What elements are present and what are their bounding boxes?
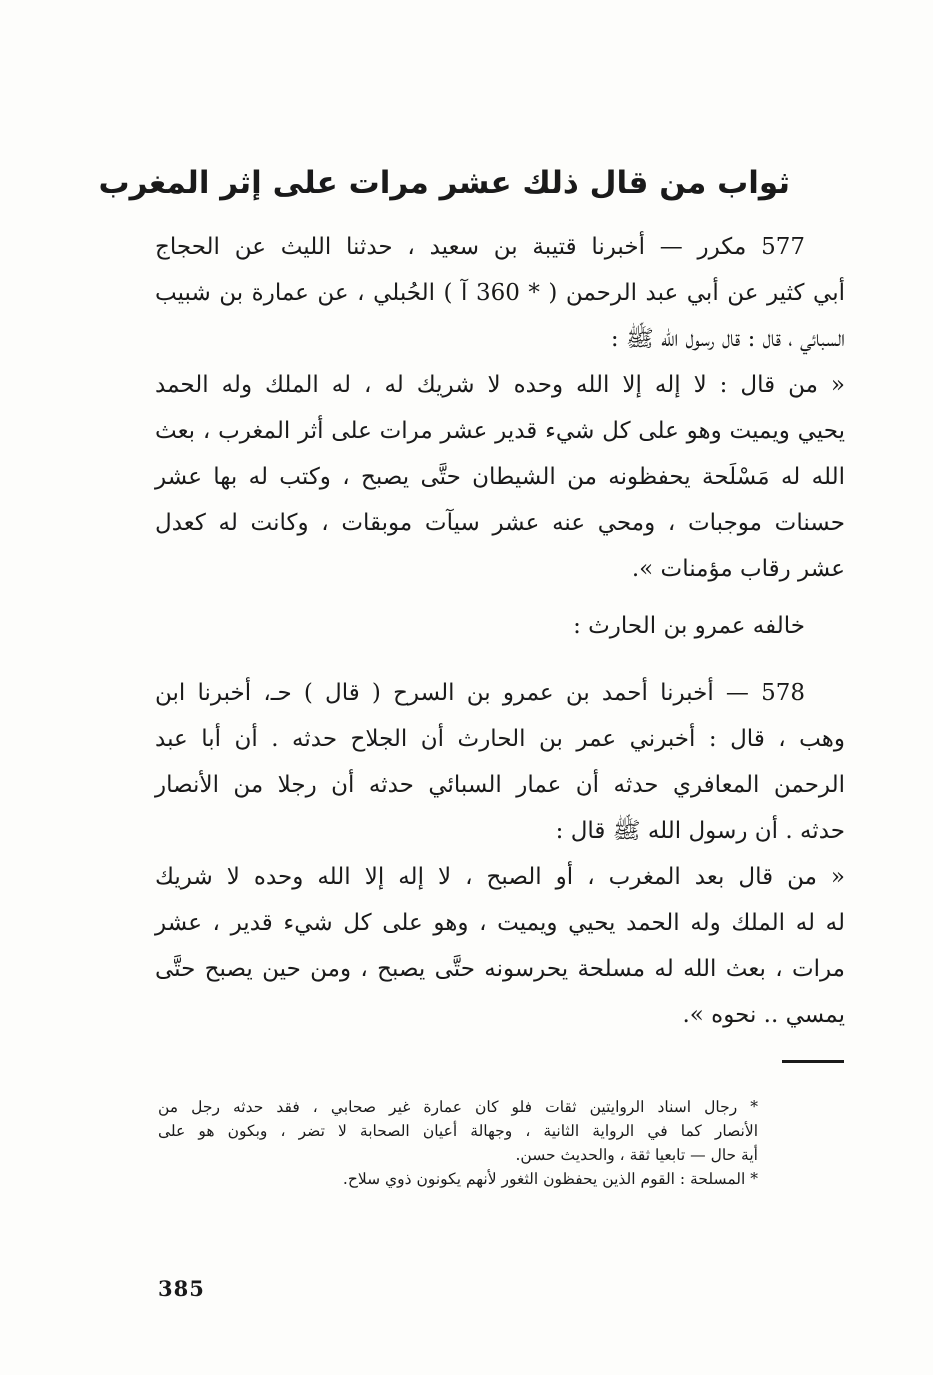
text-line: حدثه . أن رسول الله ﷺ قال :: [555, 818, 845, 844]
text-line: « من قال بعد المغرب ، أو الصبح ، لا إله إلا الله وحده لا شريك: [155, 864, 845, 890]
page-number: 385: [158, 1276, 205, 1301]
footnote-line: أية حال — تابعيا ثقة ، والحديث حسن.: [515, 1146, 758, 1164]
text-line: خالفه عمرو بن الحارث :: [573, 613, 805, 639]
hadith-578: [155, 670, 845, 1038]
chapter-title: ثواب من قال ذلك عشر مرات على إثر المغرب: [98, 165, 790, 201]
text-line: « من قال : لا إله إلا الله وحده لا شريك له ، له الملك وله الحمد: [155, 372, 845, 398]
text-line: الرحمن المعافري حدثه أن عمار السبائي حدثه أن رجلا من الأنصار: [155, 772, 845, 798]
text-line: له له الملك وله الحمد يحيي ويميت ، وهو على كل شيء قدير ، عشر: [155, 910, 845, 936]
text-line: وهب ، قال : أخبرني عمر بن الحارث أن الجلاح حدثه . أن أبا عبد: [155, 726, 845, 752]
footnote-line: * المسلحة : القوم الذين يحفظون الثغور لأنهم يكونون ذوي سلاح.: [342, 1170, 758, 1188]
text-line: حسنات موجبات ، ومحي عنه عشر سيآت موبقات ، وكانت له كعدل: [155, 510, 845, 536]
footnotes: [158, 1095, 758, 1191]
text-line: مرات ، بعث الله له مسلحة يحرسونه حتَّى يصبح ، ومن حين يصبح حتَّى: [155, 956, 845, 982]
text-line: يمسي .. نحوه ».: [682, 1002, 845, 1028]
text-line: 578 — أخبرنا أحمد بن عمرو بن السرح ( قال ) حـ، أخبرنا ابن: [155, 680, 805, 706]
text-line: الله له مَسْلَحة يحفظونه من الشيطان حتَّى يصبح ، وكتب له بها عشر: [155, 464, 845, 490]
text-line: 577 مكرر — أخبرنا قتيبة بن سعيد ، حدثنا الليث عن الحجاج: [155, 234, 805, 260]
footnote-divider: [782, 1060, 844, 1063]
footnote-line: * رجال اسناد الروايتين ثقات فلو كان عمارة غير صحابي ، فقد حدثه رجل من: [158, 1098, 758, 1116]
hadith-577: [155, 224, 845, 592]
variant-note: [155, 603, 845, 649]
text-line: السبائي ، قال : قال رسول الله ﷺ :: [610, 326, 845, 352]
text-line: عشر رقاب مؤمنات ».: [631, 556, 845, 582]
footnote-line: الأنصار كما في الرواية الثانية ، وجهالة أعيان الصحابة لا تضر ، وبكون هو على: [158, 1122, 758, 1140]
text-line: أبي كثير عن أبي عبد الرحمن ( * 360 آ ) الحُبلي ، عن عمارة بن شبيب: [155, 280, 845, 306]
text-line: يحيي ويميت وهو على كل شيء قدير عشر مرات على أثر المغرب ، بعث: [155, 418, 845, 444]
